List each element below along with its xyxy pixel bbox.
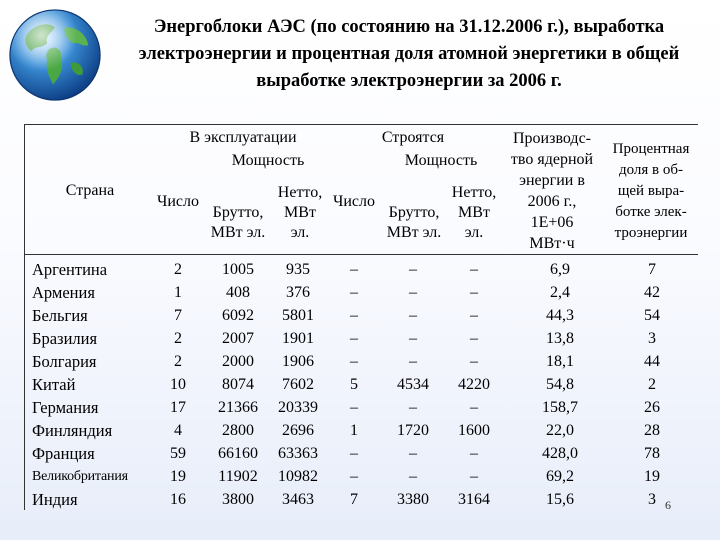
cell-country: Армения xyxy=(32,283,95,302)
cell-cn-num: – xyxy=(350,330,358,347)
cell-cn-net: – xyxy=(470,307,478,324)
cell-op-gross: 8074 xyxy=(222,376,254,393)
cell-op-num: 16 xyxy=(170,491,186,508)
header-share: Процентная доля в об- щей выра- ботке элек- троэнергии xyxy=(612,141,690,241)
cell-op-net: 1906 xyxy=(282,353,314,370)
cell-country: Финляндия xyxy=(32,421,113,440)
cell-share: 3 xyxy=(648,330,656,347)
header-op-net: Нетто, МВт эл. xyxy=(277,184,323,241)
header-country: Страна xyxy=(65,182,115,199)
cell-share: 54 xyxy=(644,307,660,324)
cell-cn-num: 1 xyxy=(350,422,358,439)
cell-cn-net: 3164 xyxy=(458,491,490,508)
cell-op-net: 1901 xyxy=(282,330,314,347)
cell-country: Германия xyxy=(32,398,99,417)
column-op-net xyxy=(268,258,328,511)
header-production: Производс- тво ядерной энергии в 2006 г., 1Е+06 МВт·ч xyxy=(510,130,594,252)
cell-country: Франция xyxy=(32,444,95,463)
cell-country: Болгария xyxy=(32,352,97,371)
cell-production: 15,6 xyxy=(546,491,574,508)
cell-op-net: 10982 xyxy=(278,468,318,485)
header-cn-number: Число xyxy=(332,193,376,210)
cell-cn-gross: – xyxy=(409,261,417,278)
cell-cn-gross: – xyxy=(409,399,417,416)
cell-cn-net: – xyxy=(470,261,478,278)
cell-share: 28 xyxy=(644,422,660,439)
cell-country: Аргентина xyxy=(32,260,108,279)
cell-production: 22,0 xyxy=(546,422,574,439)
cell-op-net: 935 xyxy=(286,261,310,278)
column-op-gross xyxy=(208,258,268,511)
header-op-number: Число xyxy=(156,193,200,210)
cell-op-num: 2 xyxy=(174,330,182,347)
header-op-capacity: Мощность xyxy=(231,152,305,169)
cell-production: 13,8 xyxy=(546,330,574,347)
cell-cn-num: – xyxy=(350,468,358,485)
cell-op-gross: 3800 xyxy=(222,491,254,508)
cell-cn-net: – xyxy=(470,353,478,370)
cell-share: 78 xyxy=(644,445,660,462)
cell-op-gross: 6092 xyxy=(222,307,254,324)
cell-cn-num: – xyxy=(350,307,358,324)
cell-production: 158,7 xyxy=(542,399,578,416)
header-in-operation: В эксплуатации xyxy=(189,129,297,146)
column-cn-gross xyxy=(378,258,448,511)
cell-op-num: 2 xyxy=(174,353,182,370)
cell-op-net: 2696 xyxy=(282,422,314,439)
cell-cn-gross: – xyxy=(409,330,417,347)
cell-cn-num: – xyxy=(350,284,358,301)
cell-op-net: 7602 xyxy=(282,376,314,393)
cell-op-num: 17 xyxy=(170,399,186,416)
cell-cn-net: – xyxy=(470,284,478,301)
cell-op-gross: 11902 xyxy=(218,468,258,485)
cell-share: 42 xyxy=(644,284,660,301)
header-cn-capacity: Мощность xyxy=(404,152,478,169)
cell-production: 54,8 xyxy=(546,376,574,393)
cell-production: 18,1 xyxy=(546,353,574,370)
cell-production: 428,0 xyxy=(542,445,578,462)
cell-op-num: 7 xyxy=(174,307,182,324)
cell-production: 6,9 xyxy=(550,261,570,278)
page-title xyxy=(108,14,710,95)
cell-cn-gross: – xyxy=(409,445,417,462)
cell-op-gross: 66160 xyxy=(218,445,258,462)
cell-op-num: 19 xyxy=(170,468,186,485)
column-cn-number xyxy=(334,258,374,511)
cell-cn-net: – xyxy=(470,468,478,485)
column-share xyxy=(614,258,690,511)
cell-country: Великобритания xyxy=(32,469,128,484)
column-op-number xyxy=(158,258,198,511)
cell-country: Китай xyxy=(32,375,76,394)
cell-op-num: 4 xyxy=(174,422,182,439)
title-line-3: выработке электроэнергии за 2006 г. xyxy=(256,71,562,91)
cell-country: Бельгия xyxy=(32,306,88,325)
cell-op-num: 59 xyxy=(170,445,186,462)
cell-cn-num: 7 xyxy=(350,491,358,508)
cell-op-gross: 408 xyxy=(226,284,250,301)
cell-production: 2,4 xyxy=(550,284,570,301)
cell-cn-gross: – xyxy=(409,353,417,370)
cell-share: 2 xyxy=(648,376,656,393)
cell-share: 7 xyxy=(648,261,656,278)
cell-production: 69,2 xyxy=(546,468,574,485)
cell-cn-num: – xyxy=(350,445,358,462)
cell-cn-gross: 3380 xyxy=(397,491,429,508)
page-number: 6 xyxy=(665,498,671,512)
cell-op-gross: 1005 xyxy=(222,261,254,278)
header-under-construction: Строятся xyxy=(381,129,445,146)
cell-op-net: 376 xyxy=(286,284,310,301)
globe-icon xyxy=(6,6,104,104)
cell-op-net: 5801 xyxy=(282,307,314,324)
cell-cn-net: – xyxy=(470,330,478,347)
cell-share: 26 xyxy=(644,399,660,416)
title-line-1: Энергоблоки АЭС (по состоянию на 31.12.2006 г.), выработка xyxy=(153,17,665,37)
cell-cn-net: 1600 xyxy=(458,422,490,439)
cell-op-gross: 2800 xyxy=(222,422,254,439)
cell-share: 19 xyxy=(644,468,660,485)
cell-op-net: 63363 xyxy=(278,445,318,462)
cell-op-gross: 2007 xyxy=(222,330,254,347)
cell-cn-gross: 4534 xyxy=(397,376,429,393)
cell-cn-num: – xyxy=(350,399,358,416)
cell-op-gross: 21366 xyxy=(218,399,258,416)
cell-cn-net: 4220 xyxy=(458,376,490,393)
cell-op-net: 20339 xyxy=(278,399,318,416)
cell-cn-gross: – xyxy=(409,284,417,301)
cell-op-num: 2 xyxy=(174,261,182,278)
cell-cn-gross: 1720 xyxy=(397,422,429,439)
header-cn-net: Нетто, МВт эл. xyxy=(451,184,497,241)
title-line-2: электроэнергии и процентная доля атомной энергетики в общей xyxy=(138,44,680,64)
header-cn-gross: Брутто, МВт эл. xyxy=(386,204,442,241)
cell-cn-gross: – xyxy=(409,468,417,485)
cell-cn-num: 5 xyxy=(350,376,358,393)
cell-country: Бразилия xyxy=(32,329,98,348)
header-divider xyxy=(24,254,698,255)
column-production xyxy=(512,258,608,511)
cell-cn-num: – xyxy=(350,261,358,278)
header-op-gross: Брутто, МВт эл. xyxy=(210,204,266,241)
cell-op-num: 10 xyxy=(170,376,186,393)
cell-country: Индия xyxy=(32,490,78,509)
cell-cn-gross: – xyxy=(409,307,417,324)
cell-production: 44,3 xyxy=(546,307,574,324)
column-cn-net xyxy=(444,258,504,511)
column-country xyxy=(32,258,150,511)
cell-cn-net: – xyxy=(470,399,478,416)
cell-cn-net: – xyxy=(470,445,478,462)
cell-cn-num: – xyxy=(350,353,358,370)
cell-share: 3 xyxy=(648,491,656,508)
cell-op-net: 3463 xyxy=(282,491,314,508)
cell-op-gross: 2000 xyxy=(222,353,254,370)
cell-op-num: 1 xyxy=(174,284,182,301)
cell-share: 44 xyxy=(644,353,660,370)
